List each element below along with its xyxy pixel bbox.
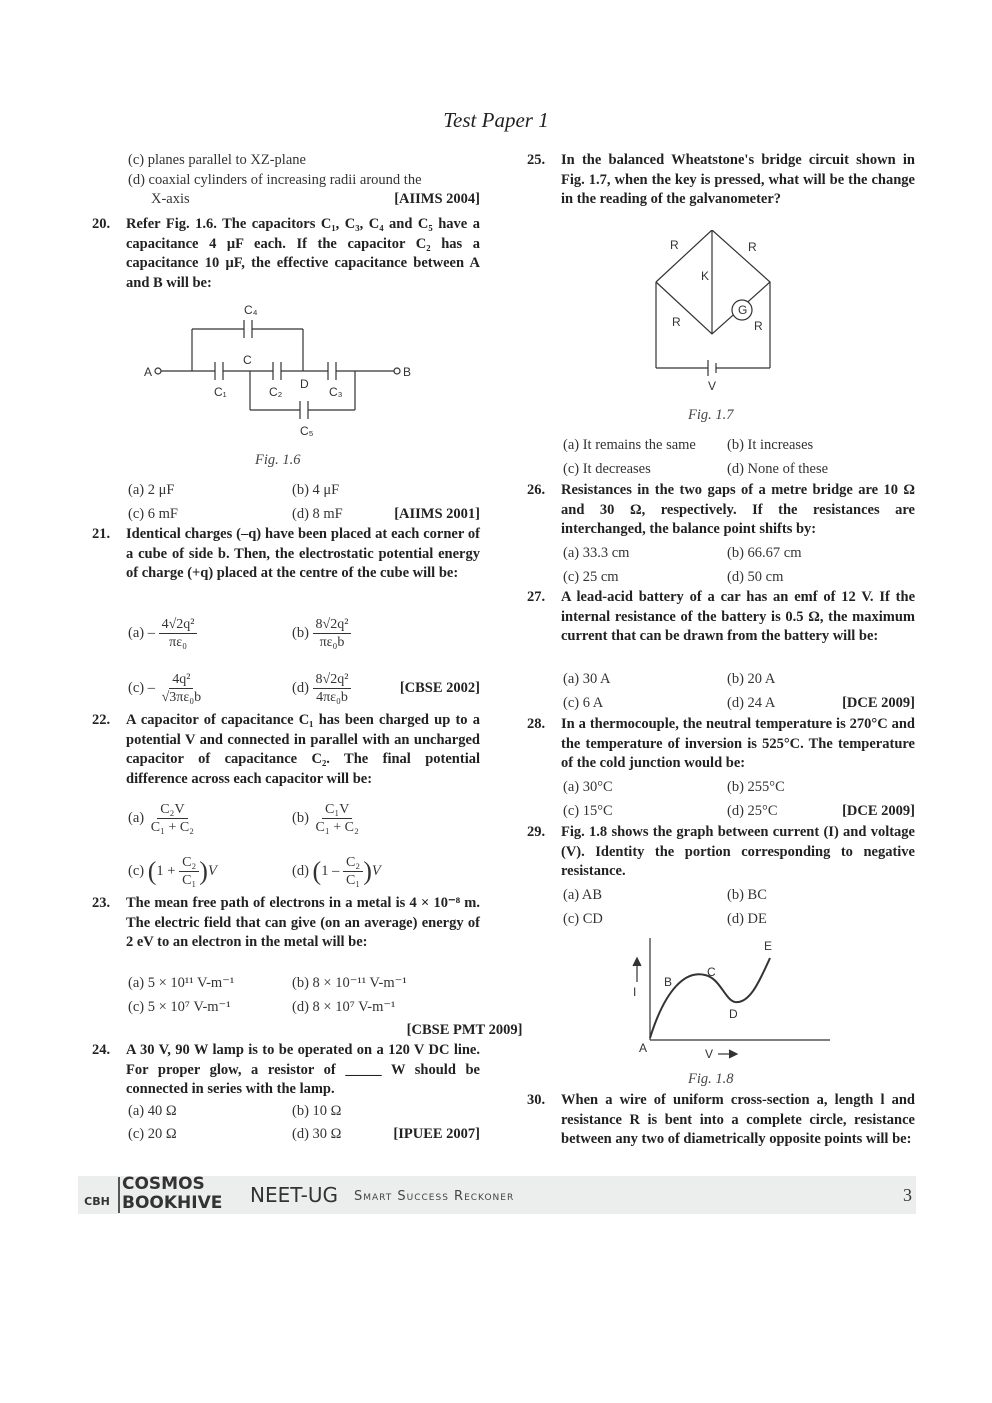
c1-label: C₁ xyxy=(214,385,227,399)
q29-option-c: (c) CD xyxy=(563,910,603,927)
q23 xyxy=(92,894,480,974)
q19-option-d: (d) coaxial cylinders of increasing radii around the xyxy=(128,171,422,188)
q24-text: A 30 V, 90 W lamp is to be operated on a 120 V DC line. For proper glow, a resistor of _____ W should be connected in series with the lamp. xyxy=(126,1042,480,1098)
fig-1-7-caption: Fig. 1.7 xyxy=(688,407,734,423)
q26-option-d: (d) 50 cm xyxy=(727,568,784,585)
point-b-label: B xyxy=(664,975,673,989)
q21-number: 21. xyxy=(92,526,111,542)
q22-option-a: (a) $\frac{\text{C₂V}}{\text{C₁ + C₂}}$ xyxy=(128,802,195,835)
q24-option-c: (c) 20 Ω xyxy=(128,1125,177,1142)
q26-options xyxy=(527,543,915,588)
q19-options xyxy=(92,151,480,215)
page-number: 3 xyxy=(903,1185,912,1205)
q27-option-b: (b) 20 A xyxy=(727,670,776,687)
q27-option-a: (a) 30 A xyxy=(563,670,611,687)
fig-1-7 xyxy=(527,230,915,405)
fig-1-8 xyxy=(527,930,915,1069)
q20-text: Refer Fig. 1.6. The capacitors C₁, C₃, C₄ and C₅ have a capacitance 4 μF each. If the capacitor C₂ has a capacitance 10 μF, the effective capacitance between A and B will be: xyxy=(126,216,480,291)
q29-option-b: (b) BC xyxy=(727,886,767,903)
q24-source: [IPUEE 2007] xyxy=(393,1125,480,1142)
q21-source: [CBSE 2002] xyxy=(399,679,480,696)
q28-option-a: (a) 30°C xyxy=(563,778,613,795)
q26-option-a: (a) 33.3 cm xyxy=(563,544,630,561)
q22-text: A capacitor of capacitance C₁ has been charged up to a potential V and connected in parallel with an uncharged capacitor of capacitance C₂. The final potential difference across each capacitor will be: xyxy=(126,712,480,787)
q22-option-c: (c) (1 + $\frac{\text{C₂}}{\text{C₁}}$ )V xyxy=(128,855,217,888)
q23-option-a: (a) 5 × 10¹¹ V-m⁻¹ xyxy=(128,975,235,992)
q25-option-c: (c) It decreases xyxy=(563,461,651,478)
axis-i-label: I xyxy=(633,985,637,999)
q28-option-b: (b) 255°C xyxy=(727,778,785,795)
q27 xyxy=(527,588,915,669)
resistor-label: R xyxy=(748,240,757,254)
q25-option-a: (a) It remains the same xyxy=(563,436,696,453)
q25 xyxy=(527,151,915,230)
q24-option-b: (b) 10 Ω xyxy=(292,1103,342,1119)
q22 xyxy=(92,711,480,796)
q30 xyxy=(527,1091,915,1150)
q21-option-d: (d) $\frac{\text{8√2q²}}{\text{4πε₀b}}$ xyxy=(292,671,400,706)
q29-option-a: (a) AB xyxy=(563,886,603,903)
resistor-label: R xyxy=(670,238,679,252)
q20-options xyxy=(92,480,480,525)
q26-option-b: (b) 66.67 cm xyxy=(727,544,802,561)
q22-options xyxy=(92,796,480,894)
resistor-label: R xyxy=(672,315,681,329)
q21-option-b: (b) $\frac{\text{8√2q²}}{\text{πε₀b}}$ xyxy=(292,616,400,651)
q21-option-c: (c) – $\frac{\text{4q²}}{\text{√3πε₀b}}$ xyxy=(128,672,202,705)
exam-title: NEET-UG xyxy=(250,1183,338,1207)
footer-bar xyxy=(78,1176,916,1214)
q19-source: [AIIMS 2004] xyxy=(394,191,480,208)
fig-1-6-caption: Fig. 1.6 xyxy=(255,452,301,468)
q29-text: Fig. 1.8 shows the graph between current (I) and voltage (V). Identity the portion corresponding to negative resistance. xyxy=(561,824,915,880)
q23-option-d: (d) 8 × 10⁷ V-m⁻¹ xyxy=(292,998,396,1015)
q24-number: 24. xyxy=(92,1042,111,1058)
fig-1-6-circuit xyxy=(140,300,420,440)
q20-option-d: (d) 8 mF xyxy=(292,505,343,522)
q21-text: Identical charges (–q) have been placed at each corner of a cube of side b. Then, the electrostatic potential energy of charge (+q) placed at the centre of the cube will be: xyxy=(126,526,480,582)
q27-number: 27. xyxy=(527,589,546,605)
q25-options xyxy=(527,435,915,481)
q24-options xyxy=(92,1102,480,1144)
key-label: K xyxy=(701,269,710,283)
axis-v-label: V xyxy=(705,1047,714,1061)
c4-label: C₄ xyxy=(244,303,258,317)
q20-number: 20. xyxy=(92,216,111,232)
node-c-label: C xyxy=(243,353,252,367)
page-title: Test Paper 1 xyxy=(443,108,549,132)
q28-number: 28. xyxy=(527,716,546,732)
q26-number: 26. xyxy=(527,482,546,498)
q24-option-d: (d) 30 Ω xyxy=(292,1125,342,1142)
q25-option-b: (b) It increases xyxy=(727,436,814,453)
q19-option-c: (c) planes parallel to XZ-plane xyxy=(128,152,306,168)
q28-text: In a thermocouple, the neutral temperature is 270°C and the temperature of inversion is 525°C. The temperature of the cold junction would be: xyxy=(561,716,915,772)
q27-option-d: (d) 24 A xyxy=(727,695,776,712)
point-a-label: A xyxy=(639,1041,648,1055)
q26-text: Resistances in the two gaps of a metre bridge are 10 Ω and 30 Ω, respectively. If the resistances are interchanged, the balance point shifts by: xyxy=(561,482,915,538)
q23-number: 23. xyxy=(92,895,111,911)
q25-number: 25. xyxy=(527,152,546,168)
galvanometer-label: G xyxy=(738,303,748,317)
q20-option-c: (c) 6 mF xyxy=(128,505,178,522)
fig-1-8-caption: Fig. 1.8 xyxy=(688,1071,734,1087)
q30-number: 30. xyxy=(527,1092,546,1108)
q26 xyxy=(527,481,915,543)
q22-option-d: (d) (1 – $\frac{\text{C₂}}{\text{C₁}}$ )V xyxy=(292,855,381,888)
cosmos-bookhive-logo: CBH xyxy=(84,1195,110,1208)
voltage-label: V xyxy=(708,379,717,393)
c3-label: C₃ xyxy=(329,385,343,399)
node-b-label: B xyxy=(403,365,412,379)
point-d-label: D xyxy=(729,1007,738,1021)
q20 xyxy=(92,215,480,300)
book-subtitle: Smart Success Reckoner xyxy=(354,1189,515,1204)
q23-source: [CBSE PMT 2009] xyxy=(406,1022,523,1039)
left-column xyxy=(92,151,523,1144)
fig-1-7-wheatstone-bridge xyxy=(650,230,780,395)
q21-option-a: (a) – $\frac{\text{4√2q²}}{\text{πε₀}}$ xyxy=(128,616,292,651)
q28 xyxy=(527,715,915,777)
q27-text: A lead-acid battery of a car has an emf of 12 V. If the internal resistance of the battery is 0.5 Ω, the maximum current that can be drawn from the battery will be: xyxy=(561,589,915,645)
q24 xyxy=(92,1041,480,1102)
q21-options xyxy=(92,611,480,711)
q20-option-b: (b) 4 μF xyxy=(292,481,340,498)
q28-option-c: (c) 15°C xyxy=(563,803,613,820)
q23-options xyxy=(92,974,523,1041)
q29 xyxy=(527,823,915,885)
fig-1-6 xyxy=(92,300,480,450)
node-d-label: D xyxy=(300,377,309,391)
q26-option-c: (c) 25 cm xyxy=(563,568,619,585)
q28-options xyxy=(527,777,915,823)
q29-options xyxy=(527,885,915,930)
q25-text: In the balanced Wheatstone's bridge circuit shown in Fig. 1.7, when the key is pressed, what will be the change in the reading of the galvanometer? xyxy=(561,152,915,208)
q28-source: [DCE 2009] xyxy=(842,803,915,820)
q25-option-d: (d) None of these xyxy=(727,461,829,478)
q23-option-c: (c) 5 × 10⁷ V-m⁻¹ xyxy=(128,998,231,1015)
node-a-label: A xyxy=(144,365,153,379)
c2-label: C₂ xyxy=(269,385,283,399)
resistor-label: R xyxy=(754,319,763,333)
right-column xyxy=(527,151,915,1150)
q20-source: [AIIMS 2001] xyxy=(394,505,480,522)
q20-option-a: (a) 2 μF xyxy=(128,481,175,498)
q30-text: When a wire of uniform cross-section a, length l and resistance R is bent into a complete circle, resistance between any two of diametrically opposite points will be: xyxy=(561,1092,915,1148)
q27-options xyxy=(527,669,915,715)
q22-option-b: (b) $\frac{\text{C₁V}}{\text{C₁ + C₂}}$ xyxy=(292,802,359,835)
brand-name: COSMOS BOOKHIVE xyxy=(122,1174,223,1213)
q27-option-c: (c) 6 A xyxy=(563,695,604,712)
q28-option-d: (d) 25°C xyxy=(727,803,778,820)
q23-text: The mean free path of electrons in a metal is 4 × 10⁻⁸ m. The electric field that can give (on an average) energy of 2 eV to an electron in the metal will be: xyxy=(126,895,480,951)
q29-option-d: (d) DE xyxy=(727,910,767,927)
q23-option-b: (b) 8 × 10⁻¹¹ V-m⁻¹ xyxy=(292,975,407,992)
q24-option-a: (a) 40 Ω xyxy=(128,1103,177,1119)
q21 xyxy=(92,525,480,611)
q19-option-d-cont: X-axis xyxy=(151,191,190,208)
point-e-label: E xyxy=(764,939,773,953)
c5-label: C₅ xyxy=(300,424,314,438)
q27-source: [DCE 2009] xyxy=(842,695,915,712)
q22-number: 22. xyxy=(92,712,111,728)
point-c-label: C xyxy=(707,965,716,979)
fig-1-8-iv-graph xyxy=(625,930,835,1065)
q29-number: 29. xyxy=(527,824,546,840)
